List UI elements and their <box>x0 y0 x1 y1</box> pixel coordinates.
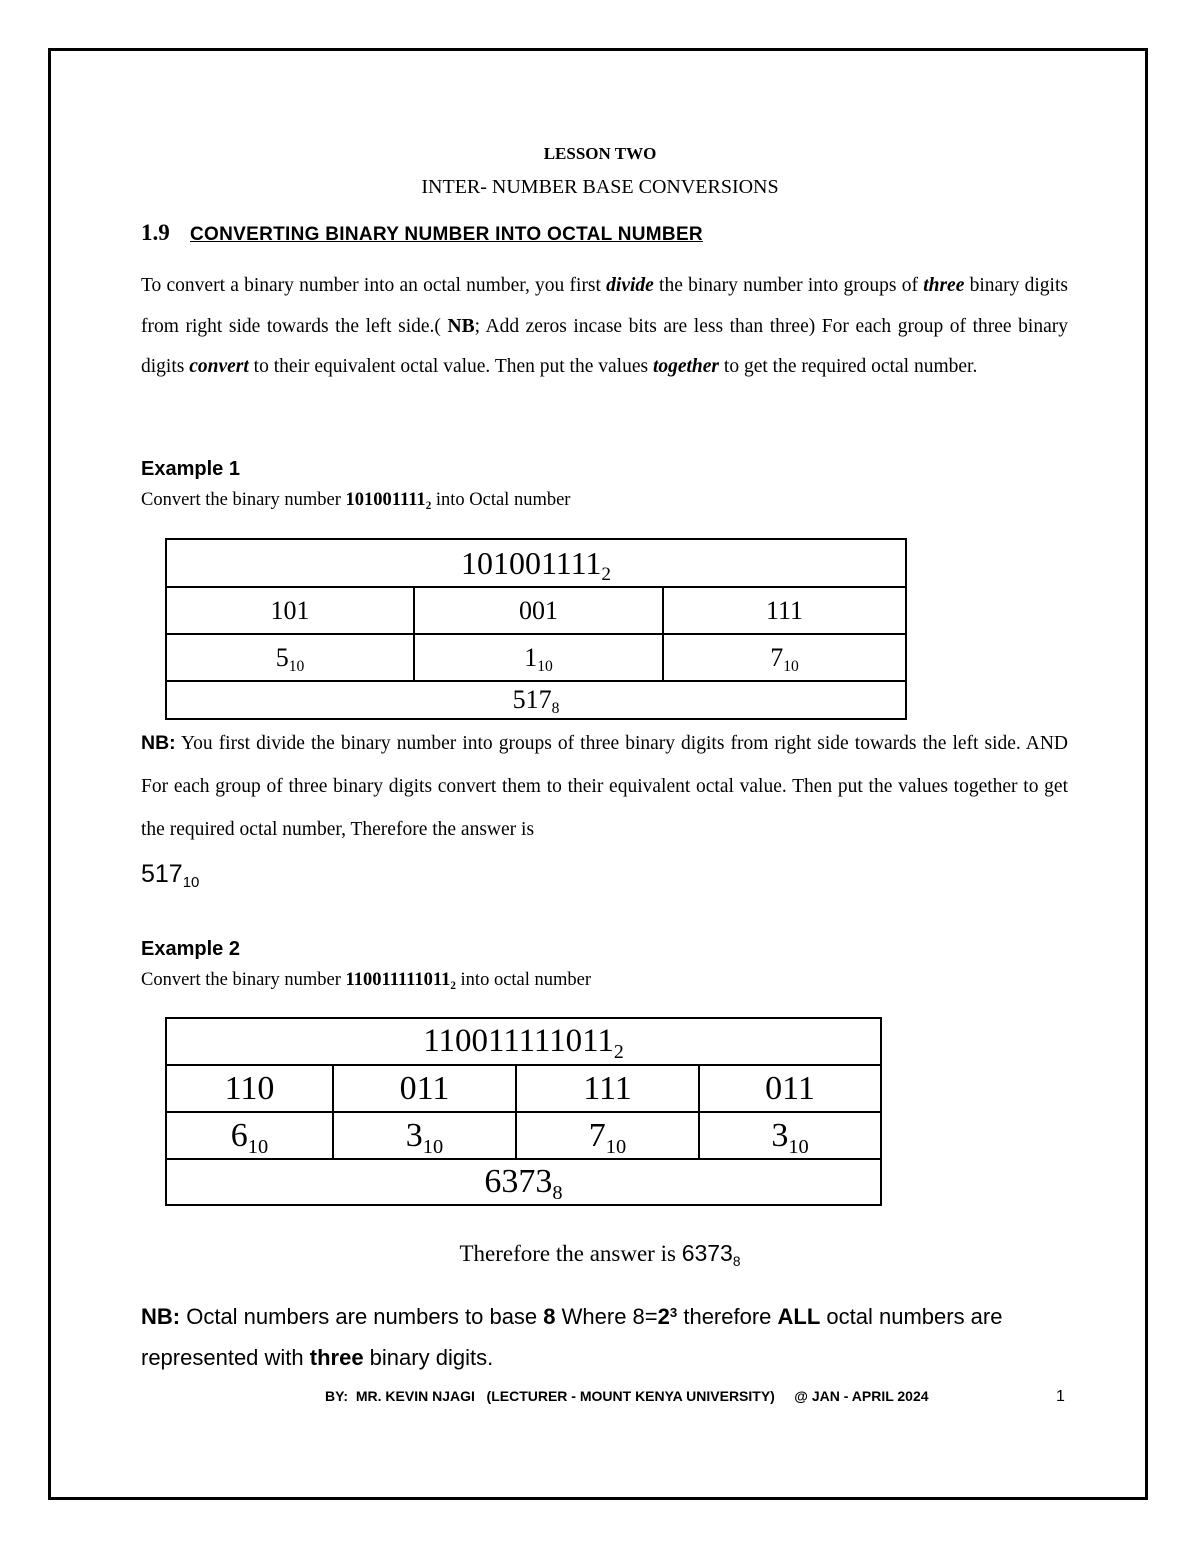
example2-group-cell: 111 <box>516 1065 699 1112</box>
example1-heading: Example 1 <box>141 458 240 480</box>
example1-nb-label: NB: <box>141 732 176 754</box>
intro-paragraph: To convert a binary number into an octal number, you first divide the binary number into groups of three binary digits from right side towards the left side.( NB; Add zeros incase bits are less than three) For each group of three binary digits convert to their equivalent octal value. Then put the values together to get the required octal number. <box>141 275 1068 377</box>
example1-digit-cell: $7_{10}$ <box>663 634 906 681</box>
example2-number: $110011111011_2$ <box>345 970 456 992</box>
lesson-subtitle: INTER- NUMBER BASE CONVERSIONS <box>421 176 779 198</box>
example2-digit-cell: $7_{10}$ <box>516 1112 699 1159</box>
example2-digit-cell: $3_{10}$ <box>699 1112 881 1159</box>
emphasis-divide: divide <box>606 275 654 296</box>
example2-statement: Convert the binary number $110011111011_2$ into octal number <box>141 970 592 992</box>
example2-result-cell: $6373_8$ <box>166 1159 881 1205</box>
example2-binary-cell: $110011111011_2$ <box>166 1018 881 1065</box>
example1-digit-cell: $1_{10}$ <box>414 634 663 681</box>
example1-group-cell: 001 <box>414 587 663 634</box>
example1-table <box>165 538 907 720</box>
final-note: NB: Octal numbers are numbers to base 8 Where $8=2^3$ therefore ALL octal numbers are represented with three binary digits. <box>141 1304 1003 1370</box>
example2-answer: Therefore the answer is $6373_8$ <box>459 1240 741 1269</box>
section-number: 1.9 <box>141 220 170 245</box>
example2-heading: Example 2 <box>141 938 240 960</box>
emphasis-convert: convert <box>189 356 249 377</box>
example2-group-cell: 011 <box>333 1065 516 1112</box>
emphasis-together: together <box>652 356 720 377</box>
example1-statement: Convert the binary number $101001111_2$ into Octal number <box>141 490 571 512</box>
lesson-heading: LESSON TWO <box>543 144 657 163</box>
example2-group-cell: 011 <box>699 1065 881 1112</box>
example1-group-cell: 111 <box>663 587 906 634</box>
example1-binary-cell: $101001111_2$ <box>166 539 906 587</box>
emphasis-three: three <box>923 275 965 296</box>
example2-answer-value: $6373_8$ <box>681 1240 741 1269</box>
example2-digit-cell: $6_{10}$ <box>166 1112 333 1159</box>
example1-group-cell: 101 <box>166 587 414 634</box>
example2-table <box>165 1017 882 1206</box>
section-title: CONVERTING BINARY NUMBER INTO OCTAL NUMBER <box>190 224 703 245</box>
example1-note: NB: You first divide the binary number into groups of three binary digits from right side towards the left side. AND For each group of three binary digits convert them to their equivalent octal value. Then put the values together to get the required octal number, Therefore the answer is <box>141 732 1068 840</box>
nb-label: NB <box>447 315 475 337</box>
example2-group-cell: 110 <box>166 1065 333 1112</box>
example1-answer: $517_{10}$ <box>141 860 200 892</box>
example1-result-cell: $517_8$ <box>166 681 906 719</box>
example1-digit-cell: $5_{10}$ <box>166 634 414 681</box>
example1-number: $101001111_2$ <box>345 490 432 512</box>
example2-digit-cell: $3_{10}$ <box>333 1112 516 1159</box>
page-number: 1 <box>1056 1388 1065 1405</box>
page-footer: BY: MR. KEVIN NJAGI (LECTURER - MOUNT KENYA UNIVERSITY) @ JAN - APRIL 2024 <box>325 1388 929 1404</box>
